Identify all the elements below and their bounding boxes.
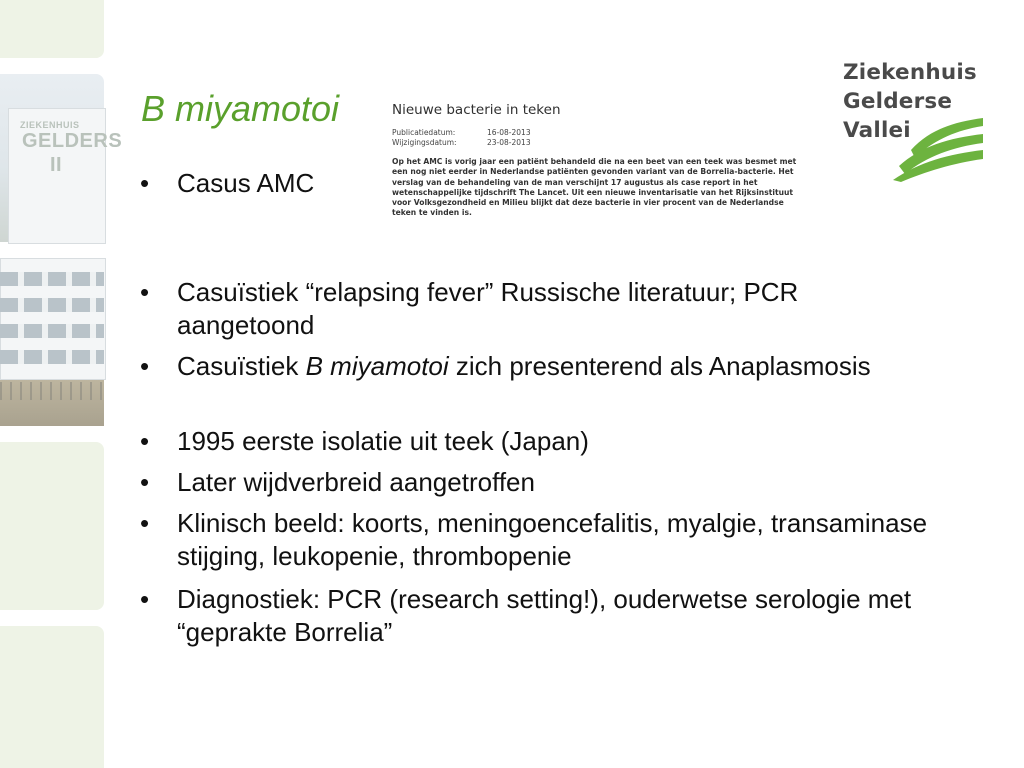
building-sign-numeral: II — [50, 154, 63, 176]
bullet-text-pre: Casuïstiek — [177, 351, 306, 381]
bullet-marker: • — [140, 277, 150, 307]
logo-line-3: Vallei — [843, 118, 911, 143]
bullet-text: Klinisch beeld: koorts, meningoencefalitis, myalgie, transaminase stijging, leukopenie, thrombopenie — [177, 508, 928, 571]
window-row — [0, 272, 104, 286]
logo-line-1: Ziekenhuis — [843, 60, 977, 85]
bullet-text-post: zich presenterend als Anaplasmosis — [448, 351, 871, 381]
strip-panel — [0, 0, 104, 58]
clipping-meta — [392, 128, 810, 147]
meta-value-modified: 23-08-2013 — [487, 137, 531, 147]
building-sign-small: ZIEKENHUIS — [20, 120, 80, 130]
bullet-marker: • — [140, 467, 150, 497]
logo-line-2: Gelderse — [843, 89, 953, 114]
building-sign-big: GELDERS — [22, 130, 123, 152]
bullet-text: 1995 eerste isolatie uit teek (Japan) — [177, 426, 589, 456]
bullet-marker: • — [140, 584, 150, 614]
news-clipping — [390, 100, 810, 228]
bullet-text-italic: B miyamotoi — [305, 351, 449, 381]
bullet-marker: • — [140, 508, 150, 538]
slide-title: B miyamotoi — [141, 88, 340, 129]
bullet-text: Casus AMC — [177, 168, 315, 198]
window-row — [0, 298, 104, 312]
meta-value-published: 16-08-2013 — [487, 128, 531, 137]
clipping-body: Op het AMC is vorig jaar een patiënt behandeld die na een beet van een teek was besmet met een nog niet eerder in Nederlandse patiënten gevonden variant van de Borrelia-bacterie. Het verslag van de behandeling van de man verschijnt 17 augustus als case report in het wetenschappelijke tijdschrift The Lancet. Uit een nieuwe inventarisatie van het Rijksinstituut voor Volksgezondheid en Milieu blijkt dat deze bacterie in vier procent van de Nederlandse teken te vinden is. — [392, 157, 797, 218]
clipping-heading: Nieuwe bacterie in teken — [392, 102, 561, 118]
strip-panel — [0, 626, 104, 768]
strip-panel — [0, 442, 104, 610]
meta-label-modified: Wijzigingsdatum: — [392, 137, 457, 147]
hospital-photo-bottom — [0, 258, 104, 426]
window-row — [0, 324, 104, 338]
bullet-marker: • — [140, 351, 150, 381]
hospital-photo-top — [0, 74, 123, 242]
window-row — [0, 350, 104, 364]
meta-label-published: Publicatiedatum: — [392, 128, 456, 137]
bullet-text: Casuïstiek “relapsing fever” Russische literatuur; PCR aangetoond — [177, 277, 799, 340]
bullet-text: Diagnostiek: PCR (research setting!), ouderwetse serologie met “geprakte Borrelia” — [177, 584, 912, 647]
left-decorative-strip — [0, 0, 123, 768]
bullet-marker: • — [140, 168, 150, 198]
bullet-text — [177, 350, 937, 383]
bullet-text: Later wijdverbreid aangetroffen — [177, 467, 535, 497]
bullet-marker: • — [140, 426, 150, 456]
fence — [0, 382, 104, 400]
